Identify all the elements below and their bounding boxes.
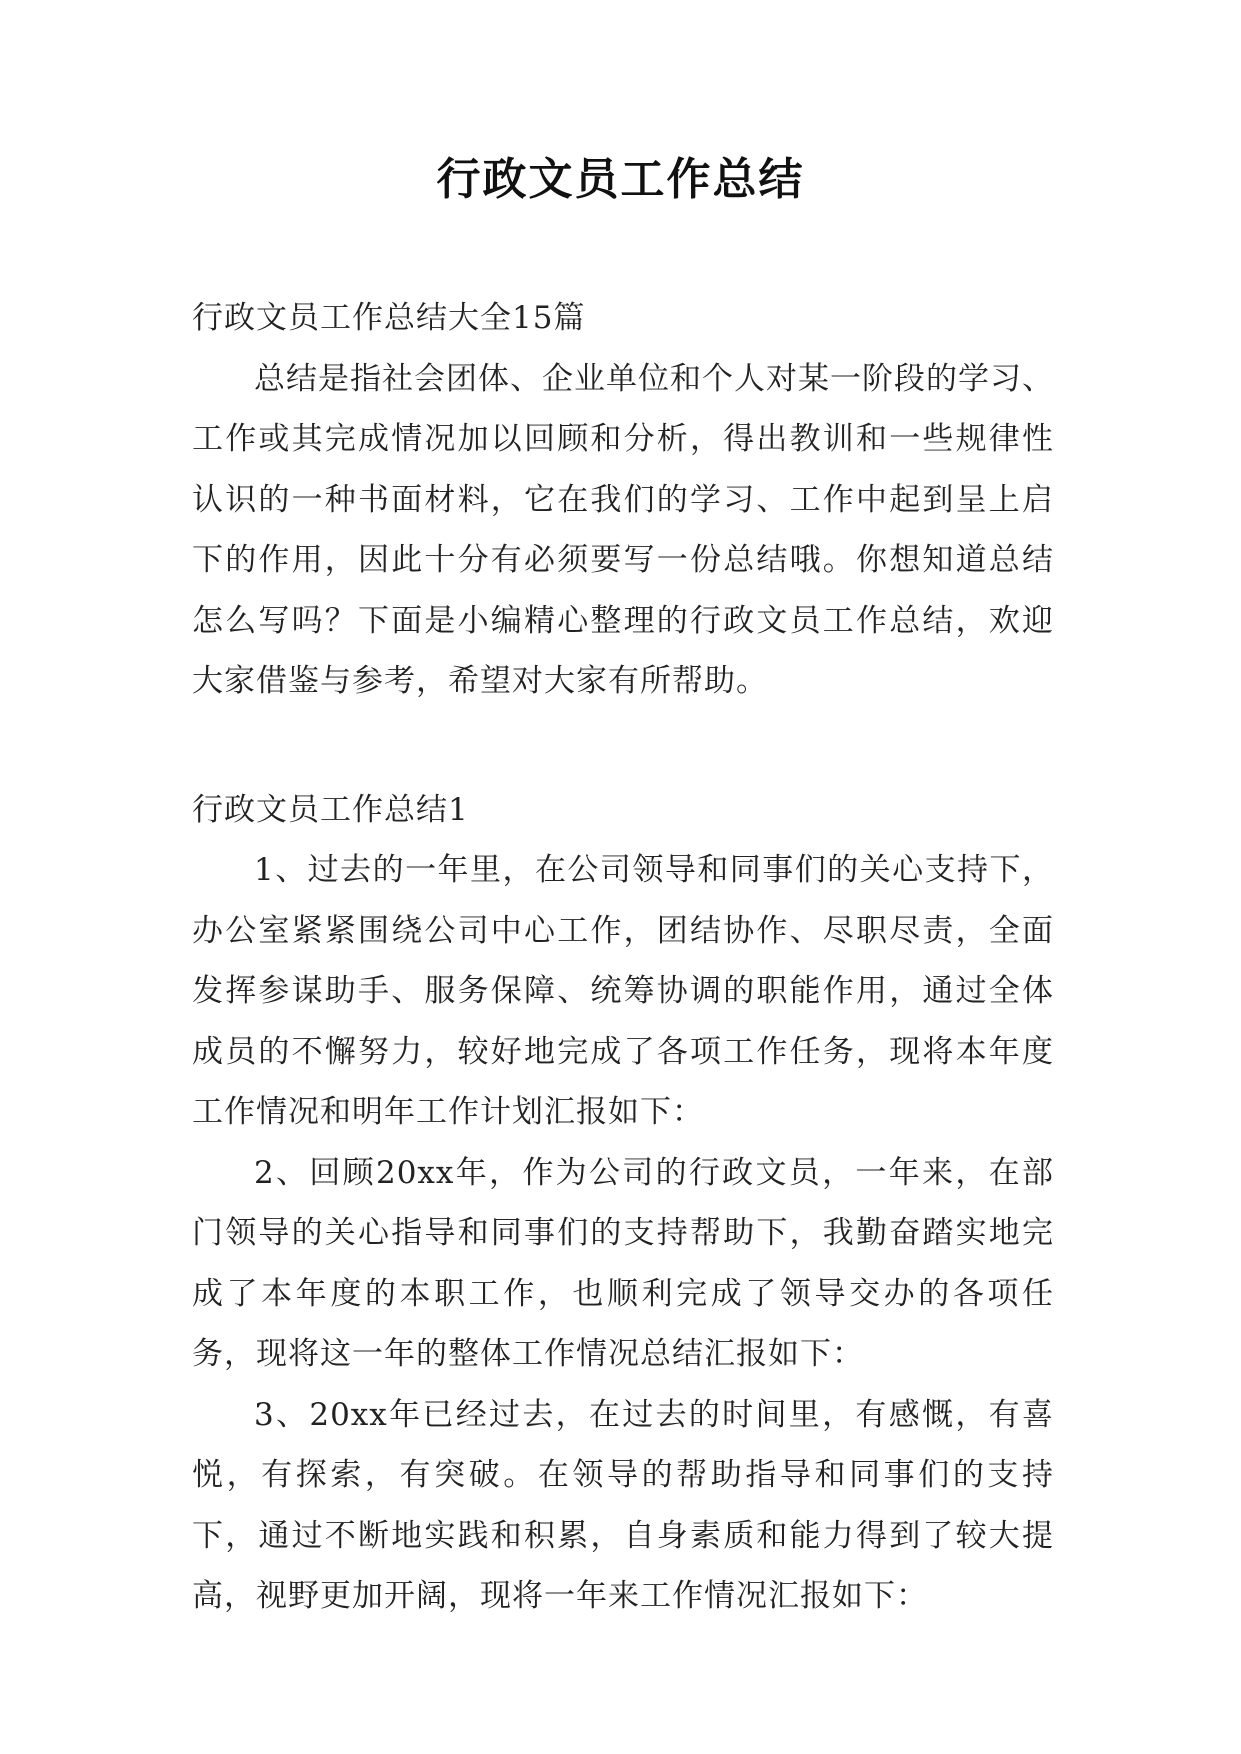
body-paragraph: 3、20xx年已经过去，在过去的时间里，有感慨，有喜悦，有探索，有突破。在领导的帮助指导和同事们的支持下，通过不断地实践和积累，自身素质和能力得到了较大提高，视野更加开阔，现将一年来工作情况汇报如下： <box>192 1396 1054 1614</box>
intro-paragraph: 总结是指社会团体、企业单位和个人对某一阶段的学习、工作或其完成情况加以回顾和分析，得出教训和一些规律性认识的一种书面材料，它在我们的学习、工作中起到呈上启下的作用，因此十分有必须要写一份总结哦。你想知道总结怎么写吗？下面是小编精心整理的行政文员工作总结，欢迎大家借鉴与参考，希望对大家有所帮助。 <box>192 360 1054 699</box>
section-heading: 行政文员工作总结1 <box>192 791 469 828</box>
document-title: 行政文员工作总结 <box>436 154 805 205</box>
body-paragraph: 1、过去的一年里，在公司领导和同事们的关心支持下，办公室紧紧围绕公司中心工作，团结协作、尽职尽责，全面发挥参谋助手、服务保障、统筹协调的职能作用，通过全体成员的不懈努力，较好地完成了各项工作任务，现将本年度工作情况和明年工作计划汇报如下： <box>192 852 1054 1130</box>
body-paragraph: 2、回顾20xx年，作为公司的行政文员，一年来，在部门领导的关心指导和同事们的支持帮助下，我勤奋踏实地完成了本年度的本职工作，也顺利完成了领导交办的各项任务，现将这一年的整体工作情况总结汇报如下： <box>192 1154 1054 1372</box>
document-subtitle: 行政文员工作总结大全15篇 <box>192 300 586 336</box>
document-body <box>192 288 1054 1627</box>
paragraph-spacer <box>192 712 1054 780</box>
